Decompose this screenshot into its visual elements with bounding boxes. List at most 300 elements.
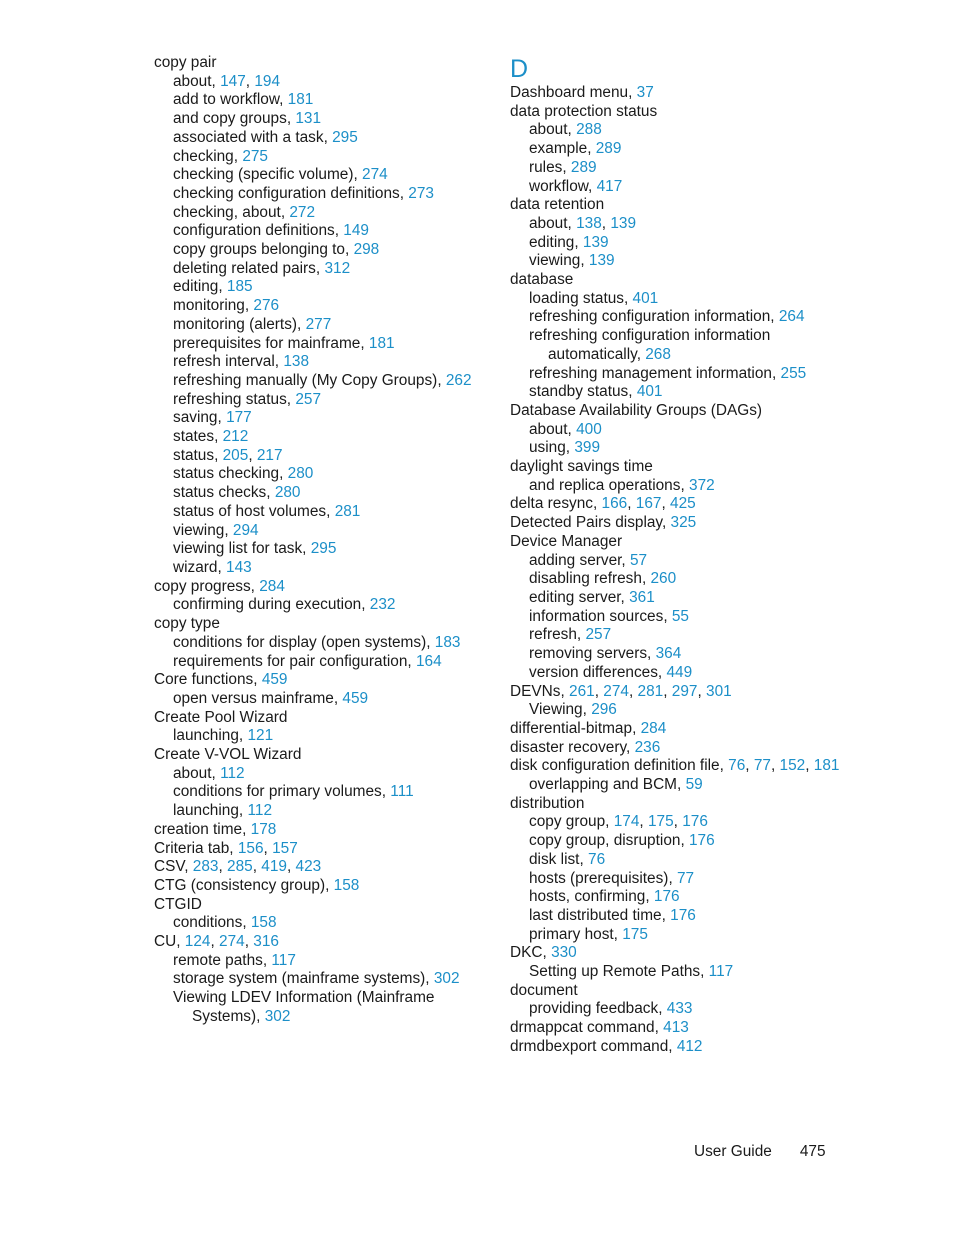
index-subentry: editing, 139 [529, 233, 609, 251]
entry-term: copy group [529, 813, 606, 831]
index-subentry: about, 288 [529, 121, 602, 139]
index-subentry: hosts, confirming, 176 [529, 888, 680, 906]
entry-term: copy pair [154, 54, 217, 71]
index-subentry: states, 212 [173, 428, 249, 446]
page-link[interactable]: 181 [287, 91, 314, 109]
page-link[interactable]: 298 [353, 241, 380, 259]
entry-term: wizard [173, 558, 218, 576]
entry-term: refresh [529, 626, 577, 644]
index-subentry: conditions for display (open systems), 183 [173, 633, 461, 651]
entry-term: about [173, 764, 212, 782]
page-link[interactable]: 330 [551, 944, 577, 962]
entry-term: conditions [173, 914, 243, 932]
page-link[interactable]: 175 [647, 813, 674, 831]
page-link[interactable]: 255 [780, 364, 807, 382]
entry-term: Setting up Remote Paths [529, 963, 701, 981]
index-subentry: copy group, 174, 175, 176 [529, 813, 708, 831]
index-entry [510, 533, 840, 552]
index-entry: CSV, 283, 285, 419, 423 [154, 858, 322, 876]
page-link[interactable]: 281 [334, 502, 361, 520]
index-entry [510, 196, 840, 215]
entry-term: differential-bitmap [510, 719, 633, 737]
entry-term: CTGID [154, 895, 202, 913]
entry-term: Core functions [154, 671, 254, 689]
index-entry [510, 982, 840, 1001]
entry-term: configuration definitions [173, 222, 335, 240]
index-entry: Core functions, 459 [154, 671, 288, 689]
index-subentry: conditions, 158 [173, 914, 277, 932]
index-subentry: add to workflow, 181 [173, 91, 314, 109]
entry-term: refreshing management information [529, 364, 772, 382]
index-subentry: editing server, 361 [529, 588, 655, 606]
index-subentry: adding server, 57 [529, 551, 648, 569]
page-link[interactable]: 433 [666, 1000, 693, 1018]
entry-term: checking [173, 147, 234, 165]
page-link[interactable]: 285 [227, 858, 253, 876]
entry-term: about [529, 121, 568, 139]
index-entry: CU, 124, 274, 316 [154, 933, 279, 951]
page-link[interactable]: 131 [295, 110, 322, 128]
page-link[interactable]: 399 [574, 439, 601, 457]
page-link[interactable]: 175 [622, 925, 648, 943]
index-entry: drmappcat command, 413 [510, 1019, 689, 1037]
index-subentry: refresh, 257 [529, 626, 612, 644]
index-subentry: loading status, 401 [529, 289, 659, 307]
page-link[interactable]: 302 [433, 970, 460, 988]
entry-term: refreshing manually (My Copy Groups) [173, 371, 438, 389]
page-link[interactable]: 284 [259, 577, 285, 595]
entry-term: Create V-VOL Wizard [154, 746, 302, 764]
entry-term: about [173, 72, 212, 90]
entry-term: requirements for pair configuration [173, 652, 408, 670]
entry-term: example [529, 140, 588, 158]
page-link[interactable]: 296 [591, 701, 617, 719]
page-link[interactable]: 295 [332, 128, 358, 146]
page-link[interactable]: 425 [670, 495, 696, 513]
index-subentry: refreshing configuration information, 264 [529, 308, 805, 326]
index-subentry: wizard, 143 [173, 558, 252, 576]
index-entry: disk configuration definition file, 76, 77, 152, 181 [510, 757, 840, 775]
page-link[interactable]: 372 [689, 476, 715, 494]
index-subentry: refreshing status, 257 [173, 390, 322, 408]
page-link[interactable]: 157 [272, 839, 298, 857]
page-link[interactable]: 275 [242, 147, 268, 165]
entry-term: viewing [173, 521, 225, 539]
entry-term: daylight savings time [510, 458, 653, 476]
entry-term: refreshing configuration information [529, 308, 771, 326]
index-subentry: copy groups belonging to, 298 [173, 241, 380, 259]
page-link[interactable]: 272 [289, 203, 316, 221]
entry-term: disk list [529, 850, 580, 868]
page-link[interactable]: 277 [305, 315, 332, 333]
index-subentry: viewing, 294 [173, 521, 259, 539]
entry-term: storage system (mainframe systems) [173, 970, 426, 988]
page-link[interactable]: 281 [637, 682, 664, 700]
page-link[interactable]: 183 [434, 633, 461, 651]
index-subentry: checking configuration definitions, 273 [173, 184, 434, 202]
page-number: 475 [799, 1143, 826, 1160]
page-link[interactable]: 176 [653, 888, 680, 906]
entry-term: copy progress [154, 577, 251, 595]
entry-term: open versus mainframe [173, 689, 334, 707]
page-link[interactable]: 121 [247, 727, 274, 745]
index-column-left [154, 54, 494, 1027]
entry-term: add to workflow [173, 91, 280, 109]
entry-term: monitoring [173, 297, 245, 315]
page-link[interactable]: 177 [226, 409, 252, 427]
index-entry: Detected Pairs display, 325 [510, 514, 697, 532]
index-subentry: workflow, 417 [529, 177, 623, 195]
index-subentry: launching, 112 [173, 802, 273, 820]
page-link[interactable]: 158 [333, 876, 360, 894]
index-subentry: Setting up Remote Paths, 117 [529, 963, 734, 981]
index-subentry: status checking, 280 [173, 465, 314, 483]
entry-term: CTG (consistency group) [154, 876, 326, 894]
index-subentry: open versus mainframe, 459 [173, 689, 369, 707]
entry-term: version differences [529, 663, 658, 681]
index-subentry: primary host, 175 [529, 925, 648, 943]
page-link[interactable]: 166 [601, 495, 628, 513]
index-subentry: providing feedback, 433 [529, 1000, 693, 1018]
entry-term: loading status [529, 289, 624, 307]
index-entry [154, 896, 494, 915]
entry-term: data retention [510, 196, 605, 214]
page-link[interactable]: 459 [261, 671, 288, 689]
index-subentry: hosts (prerequisites), 77 [529, 869, 695, 887]
page-link[interactable]: 261 [569, 682, 595, 700]
page-link[interactable]: 449 [666, 663, 693, 681]
entry-term: Viewing LDEV Information (Mainframe Systems) [173, 989, 435, 1025]
page-link[interactable]: 152 [779, 757, 806, 775]
page-link[interactable]: 138 [283, 353, 310, 371]
index-entry: Dashboard menu, 37 [510, 84, 654, 101]
entry-term: Create Pool Wizard [154, 708, 288, 726]
page-link[interactable]: 111 [390, 783, 414, 801]
entry-term: CU [154, 933, 177, 951]
page-link[interactable]: 112 [220, 764, 245, 782]
page-link[interactable]: 139 [588, 252, 615, 270]
entry-term: status checks [173, 484, 267, 502]
index-subentry: about, 138, 139 [529, 214, 637, 232]
page-link[interactable]: 212 [222, 428, 249, 446]
entry-term: viewing list for task [173, 540, 303, 558]
page-link[interactable]: 280 [274, 484, 301, 502]
entry-term: drmappcat command [510, 1019, 655, 1037]
entry-term: information sources [529, 607, 664, 625]
index-subentry: monitoring (alerts), 277 [173, 315, 332, 333]
index-subentry: copy group, disruption, 176 [529, 832, 715, 850]
page-link[interactable]: 76 [728, 757, 746, 775]
index-entry [510, 795, 840, 814]
page-link[interactable]: 117 [271, 951, 296, 969]
index-subentry: disabling refresh, 260 [529, 570, 677, 588]
index-entry: Criteria tab, 156, 157 [154, 839, 298, 857]
page-link[interactable]: 284 [640, 719, 667, 737]
page-link[interactable]: 274 [603, 682, 629, 700]
index-subentry: checking, about, 272 [173, 203, 316, 221]
entry-term: conditions for display (open systems) [173, 633, 427, 651]
entry-term: drmdbexport command [510, 1037, 669, 1055]
index-subentry: status checks, 280 [173, 484, 301, 502]
index-subentry: using, 399 [529, 439, 601, 457]
entry-term: refresh interval [173, 353, 275, 371]
entry-term: conditions for primary volumes [173, 783, 382, 801]
entry-term: hosts (prerequisites) [529, 869, 669, 887]
entry-term: associated with a task [173, 128, 324, 146]
page-link[interactable]: 57 [629, 551, 648, 569]
entry-term: checking, about [173, 203, 281, 221]
page-link[interactable]: 264 [778, 308, 805, 326]
index-subentry: refresh interval, 138 [173, 353, 310, 371]
entry-term: adding server [529, 551, 622, 569]
entry-term: hosts, confirming [529, 888, 646, 906]
page-link[interactable]: 361 [629, 588, 655, 606]
page-link[interactable]: 316 [253, 933, 279, 951]
index-entry [154, 709, 494, 728]
index-subentry: checking, 275 [173, 147, 268, 165]
index-entry [510, 103, 840, 122]
page-link[interactable]: 401 [632, 289, 659, 307]
entry-term: launching [173, 802, 239, 820]
page-link[interactable]: 158 [250, 914, 277, 932]
page-link[interactable]: 185 [226, 278, 253, 296]
page-link[interactable]: 139 [582, 233, 609, 251]
index-entries-d [510, 84, 840, 1057]
index-subentry: disk list, 76 [529, 850, 606, 868]
index-subentry: status of host volumes, 281 [173, 502, 361, 520]
page-link[interactable]: 294 [232, 521, 259, 539]
page-link[interactable]: 112 [247, 802, 273, 820]
entry-term: Device Manager [510, 532, 623, 550]
page-link[interactable]: 283 [192, 858, 219, 876]
index-subentry: version differences, 449 [529, 663, 693, 681]
entry-term: about [529, 214, 568, 232]
entry-term: disabling refresh [529, 570, 642, 588]
page-link[interactable]: 167 [635, 495, 662, 513]
entry-term: copy type [154, 615, 220, 633]
entry-term: copy group, disruption [529, 832, 681, 850]
entry-term: Viewing [529, 701, 583, 719]
index-entry: copy progress, 284 [154, 577, 285, 595]
page-link[interactable]: 325 [670, 514, 697, 532]
page-link[interactable]: 164 [415, 652, 442, 670]
page-link[interactable]: 301 [706, 682, 732, 700]
footer-label: User Guide [694, 1143, 772, 1160]
entry-term: primary host [529, 925, 614, 943]
entry-term: status [173, 446, 215, 464]
page-link[interactable]: 55 [671, 607, 689, 625]
entry-term: editing server [529, 588, 621, 606]
page-link[interactable]: 76 [588, 850, 606, 868]
entry-term: editing [173, 278, 219, 296]
index-subentry: storage system (mainframe systems), 302 [173, 970, 460, 988]
page-link[interactable]: 232 [369, 596, 396, 614]
index-subentry: checking (specific volume), 274 [173, 166, 388, 184]
index-subentry: saving, 177 [173, 409, 252, 427]
index-entry: CTG (consistency group), 158 [154, 876, 360, 894]
page-link[interactable]: 139 [610, 214, 637, 232]
entry-term: Criteria tab [154, 839, 230, 857]
page-link[interactable]: 289 [595, 140, 622, 158]
page-link[interactable]: 156 [237, 839, 264, 857]
entry-term: copy groups belonging to [173, 241, 345, 259]
index-entry [154, 615, 494, 634]
page-link[interactable]: 181 [368, 334, 395, 352]
page-link[interactable]: 417 [596, 177, 623, 195]
index-subentry: about, 147, 194 [173, 72, 281, 90]
page-link[interactable]: 77 [753, 757, 771, 775]
entry-term: document [510, 981, 578, 999]
index-subentry: information sources, 55 [529, 607, 689, 625]
index-subentry: example, 289 [529, 140, 622, 158]
index-subentry: monitoring, 276 [173, 297, 280, 315]
index-entry: DKC, 330 [510, 944, 577, 962]
index-entry: differential-bitmap, 284 [510, 719, 667, 737]
index-entry [154, 746, 494, 765]
entry-term: remote paths [173, 951, 263, 969]
entry-term: deleting related pairs [173, 259, 316, 277]
index-subentry: status, 205, 217 [173, 446, 283, 464]
index-entry: creation time, 178 [154, 820, 277, 838]
page-link[interactable]: 400 [576, 420, 602, 438]
page-link[interactable]: 257 [585, 626, 612, 644]
index-subentry: last distributed time, 176 [529, 906, 696, 924]
page-link[interactable]: 194 [254, 72, 281, 90]
entry-term: status of host volumes [173, 502, 327, 520]
entry-term: overlapping and BCM [529, 776, 678, 794]
index-entry: drmdbexport command, 412 [510, 1037, 703, 1055]
page-link[interactable]: 217 [256, 446, 283, 464]
entry-term: Database Availability Groups (DAGs) [510, 401, 763, 419]
page-link[interactable]: 59 [685, 776, 703, 794]
page-link[interactable]: 149 [343, 222, 369, 240]
page-link[interactable]: 274 [362, 166, 388, 184]
entry-term: refreshing configuration information automatically [529, 327, 771, 363]
page-link[interactable]: 288 [576, 121, 602, 139]
index-subentry: about, 400 [529, 420, 602, 438]
page-link[interactable]: 176 [670, 906, 696, 924]
page-link[interactable]: 295 [310, 540, 337, 558]
page-link[interactable]: 147 [220, 72, 246, 90]
index-subentry: refreshing manually (My Copy Groups), 262 [173, 371, 472, 389]
entry-term: editing [529, 233, 575, 251]
index-column-right [510, 54, 840, 1057]
page-link[interactable]: 260 [650, 570, 677, 588]
entry-term: workflow [529, 177, 589, 195]
page-footer [694, 1143, 826, 1161]
page-link[interactable]: 280 [287, 465, 314, 483]
index-subentry: confirming during execution, 232 [173, 596, 396, 614]
page-link[interactable]: 274 [219, 933, 245, 951]
index-subentry: refreshing configuration information automatically, 268 [529, 327, 771, 363]
index-subentry: requirements for pair configuration, 164 [173, 652, 442, 670]
entry-term: states [173, 428, 215, 446]
index-subentry: and copy groups, 131 [173, 110, 322, 128]
index-subentry: Viewing, 296 [529, 701, 617, 719]
page-link[interactable]: 205 [222, 446, 249, 464]
entry-term: launching [173, 727, 239, 745]
page-link[interactable]: 289 [570, 158, 597, 176]
index-subentry: viewing list for task, 295 [173, 540, 337, 558]
entry-term: DEVNs [510, 682, 561, 700]
index-subentry: and replica operations, 372 [529, 476, 715, 494]
page-link[interactable]: 459 [342, 689, 369, 707]
entry-term: checking configuration definitions [173, 184, 400, 202]
index-subentry: deleting related pairs, 312 [173, 259, 351, 277]
page-link[interactable]: 117 [708, 963, 734, 981]
entry-term: removing servers [529, 645, 648, 663]
page-link[interactable]: 181 [813, 757, 840, 775]
page-link[interactable]: 423 [295, 858, 322, 876]
index-entry: disaster recovery, 236 [510, 738, 661, 756]
page-link[interactable]: 138 [576, 214, 602, 232]
page-link[interactable]: 302 [264, 1007, 291, 1025]
index-subentry: prerequisites for mainframe, 181 [173, 334, 395, 352]
entry-term: checking (specific volume) [173, 166, 354, 184]
page-link[interactable]: 178 [250, 820, 277, 838]
index-subentry: refreshing management information, 255 [529, 364, 807, 382]
page-link[interactable]: 401 [636, 383, 663, 401]
entry-term: prerequisites for mainframe [173, 334, 361, 352]
index-entry [510, 458, 840, 477]
page-link[interactable]: 276 [253, 297, 280, 315]
page-link[interactable]: 174 [613, 813, 640, 831]
entry-term: delta resync [510, 495, 593, 513]
entry-term: creation time [154, 820, 243, 838]
entry-term: Detected Pairs display [510, 514, 662, 532]
page-link[interactable]: 77 [677, 869, 695, 887]
index-subentry: launching, 121 [173, 727, 274, 745]
entry-term: viewing [529, 252, 581, 270]
page-link[interactable]: 268 [645, 345, 671, 363]
entry-term: providing feedback [529, 1000, 659, 1018]
page-link[interactable]: 273 [408, 184, 434, 202]
index-subentry: Viewing LDEV Information (Mainframe Systems), 302 [173, 989, 435, 1025]
entry-term: refreshing status [173, 390, 287, 408]
entry-term: status checking [173, 465, 280, 483]
entry-term: monitoring (alerts) [173, 315, 298, 333]
page-link[interactable]: 364 [655, 645, 682, 663]
index-entry: DEVNs, 261, 274, 281, 297, 301 [510, 682, 732, 700]
page-link[interactable]: 124 [184, 933, 211, 951]
page-link[interactable]: 413 [663, 1019, 689, 1037]
page-link[interactable]: 37 [636, 84, 654, 101]
page-link[interactable]: 297 [671, 682, 698, 700]
page-link[interactable]: 236 [634, 738, 661, 756]
entry-term: and copy groups [173, 110, 287, 128]
index-subentry: removing servers, 364 [529, 645, 682, 663]
entry-term: DKC [510, 944, 543, 962]
index-subentry: standby status, 401 [529, 383, 663, 401]
entry-term: about [529, 420, 568, 438]
page-link[interactable]: 419 [261, 858, 287, 876]
entry-term: data protection status [510, 102, 658, 120]
index-subentry: about, 112 [173, 764, 245, 782]
page-link[interactable]: 312 [324, 259, 351, 277]
page-link[interactable]: 176 [689, 832, 715, 850]
page-link[interactable]: 262 [445, 371, 472, 389]
index-subentry: rules, 289 [529, 158, 597, 176]
page-link[interactable]: 143 [226, 558, 252, 576]
page-link[interactable]: 412 [676, 1037, 703, 1055]
index-subentry: configuration definitions, 149 [173, 222, 369, 240]
index-subentry: editing, 185 [173, 278, 253, 296]
entry-term: disk configuration definition file [510, 757, 720, 775]
index-subentry: conditions for primary volumes, 111 [173, 783, 414, 801]
page-link[interactable]: 257 [295, 390, 322, 408]
index-entry [154, 54, 494, 73]
page-link[interactable]: 176 [682, 813, 708, 831]
